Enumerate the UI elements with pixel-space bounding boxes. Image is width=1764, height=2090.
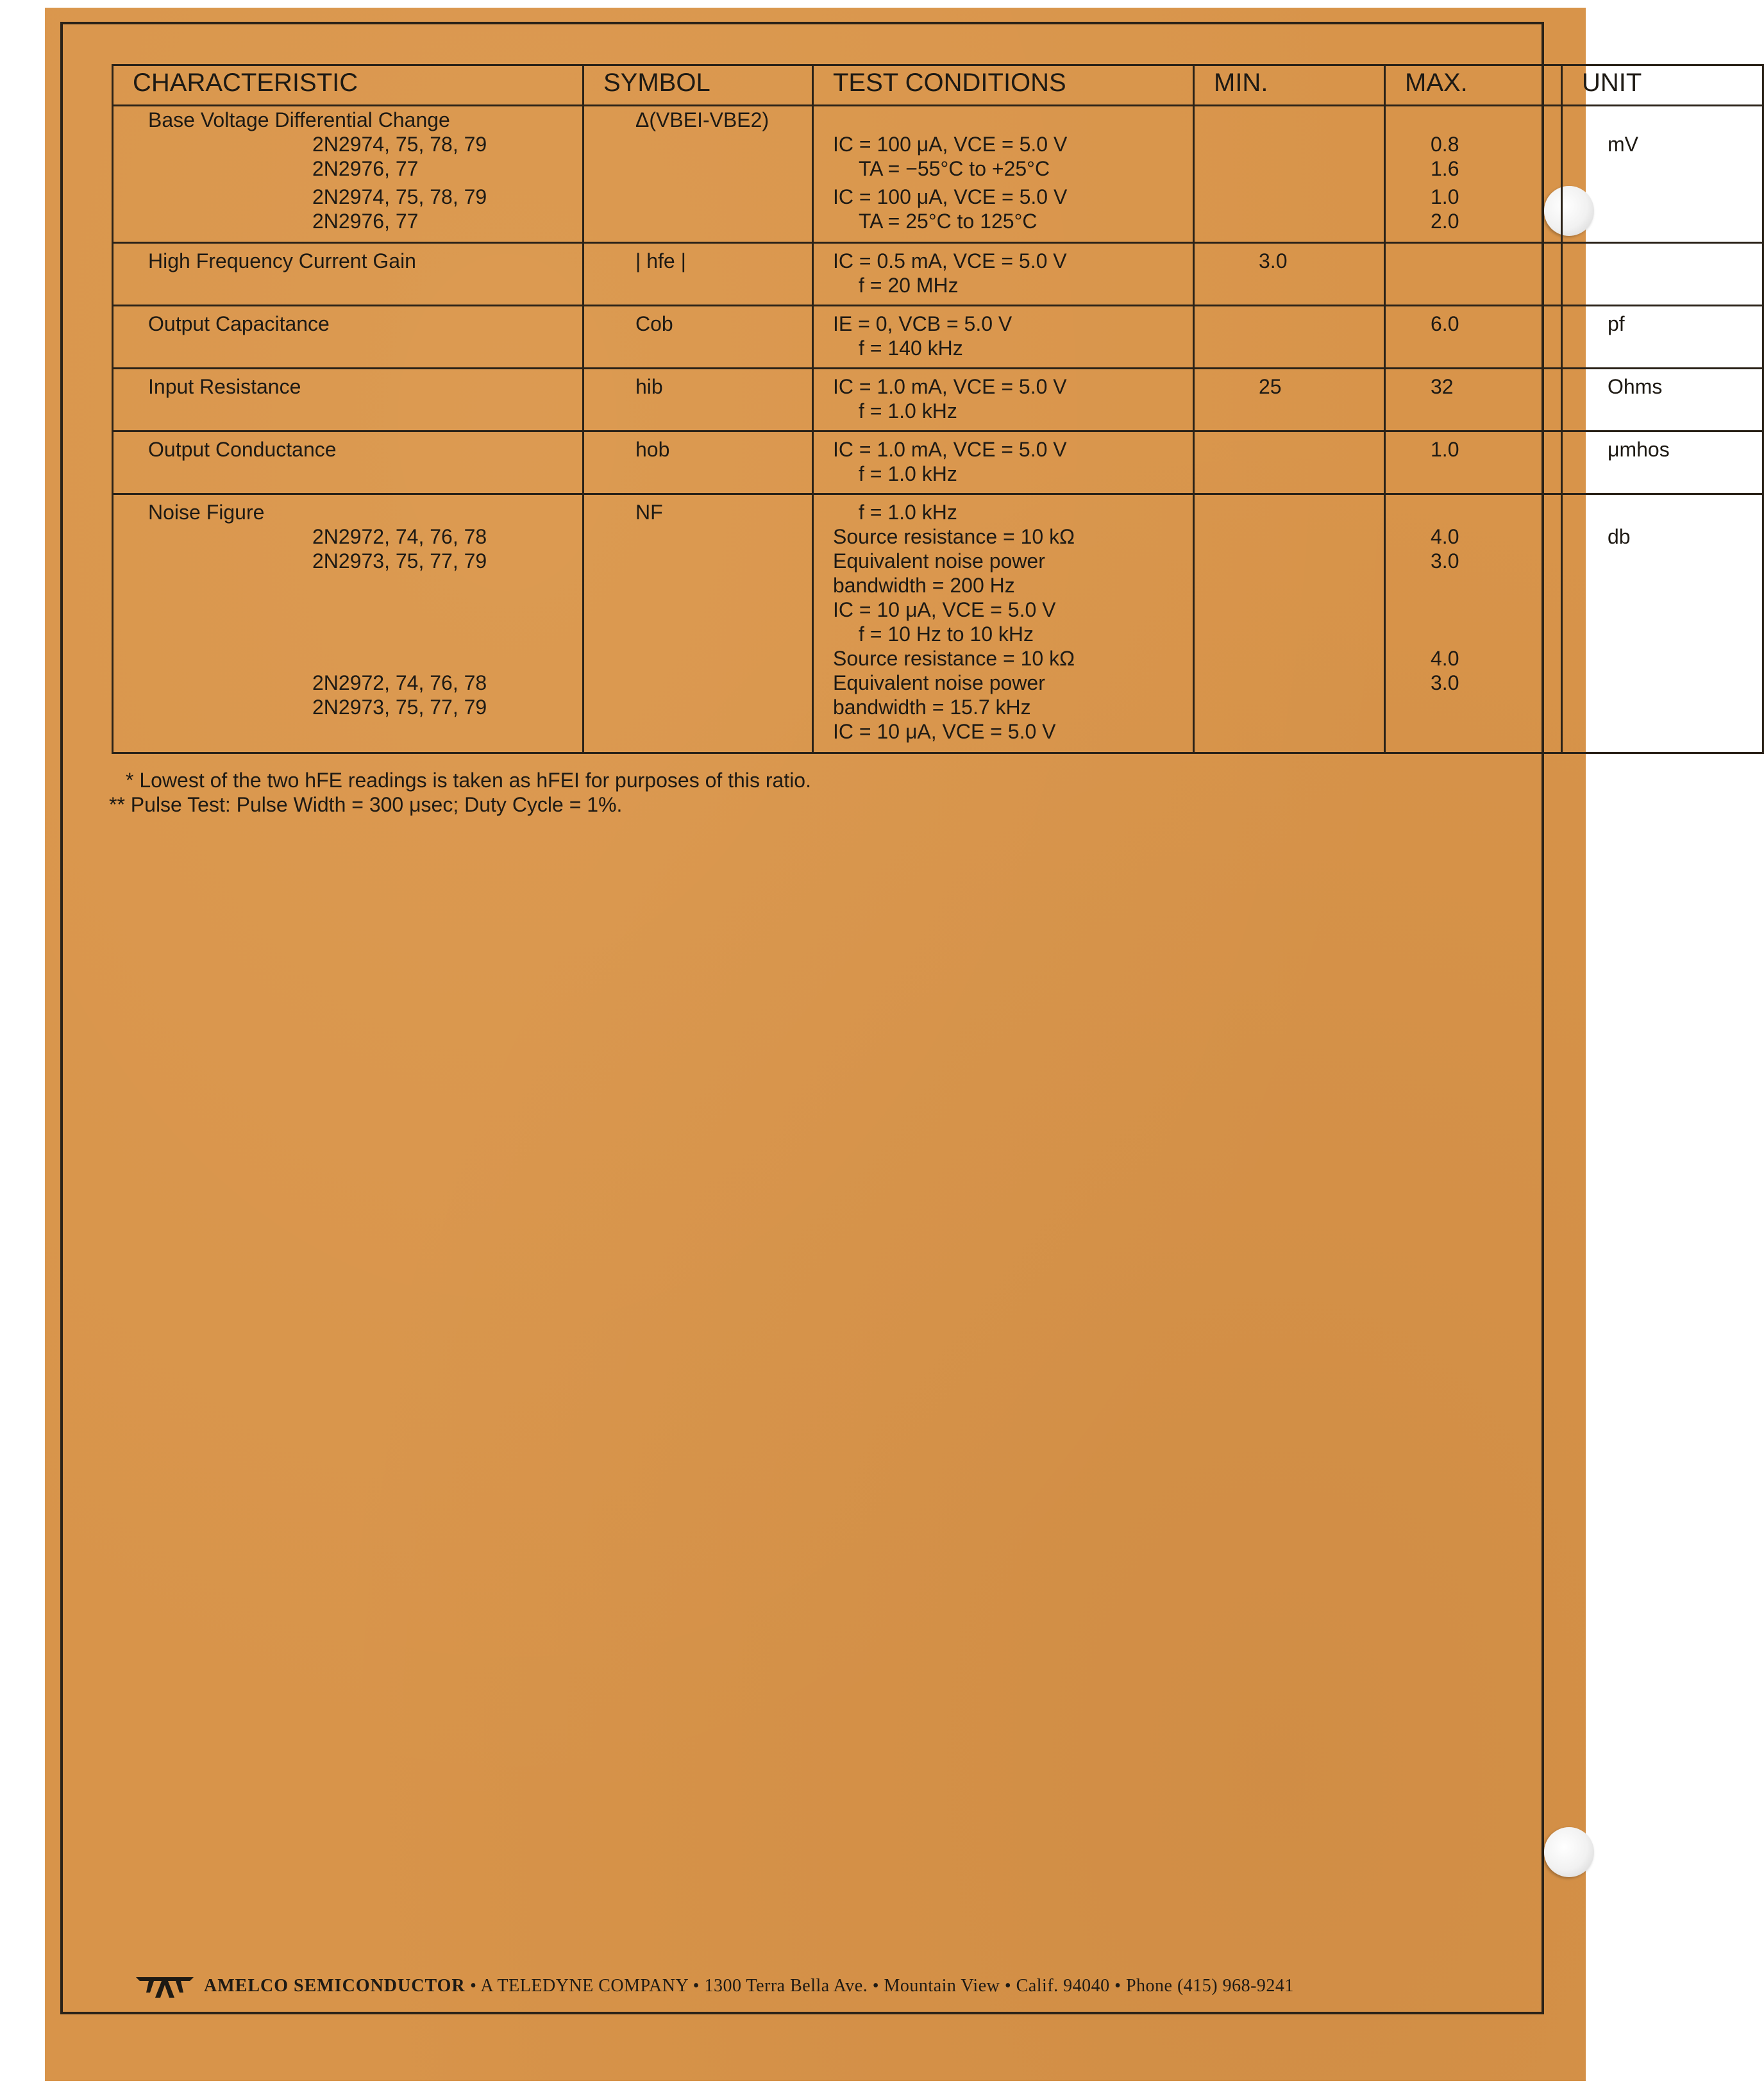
cell-symbol: Cob <box>584 306 813 369</box>
part-number: 2N2973, 75, 77, 79 <box>312 549 487 573</box>
cell-characteristic: Input Resistance <box>113 369 584 431</box>
condition-line: Equivalent noise power <box>833 549 1045 573</box>
characteristics-table <box>112 64 1764 754</box>
unit-text: pf <box>1608 312 1625 335</box>
header-symbol: SYMBOL <box>584 65 813 106</box>
condition-line: IC = 0.5 mA, VCE = 5.0 V <box>833 249 1067 272</box>
max-value: 3.0 <box>1431 671 1459 694</box>
header-unit: UNIT <box>1562 65 1763 106</box>
header-min: MIN. <box>1194 65 1385 106</box>
unit-text: mV <box>1608 133 1638 156</box>
part-number: 2N2972, 74, 76, 78 <box>312 671 487 694</box>
cell-min <box>1194 431 1385 494</box>
max-value: 3.0 <box>1431 549 1459 573</box>
condition-line: TA = 25°C to 125°C <box>859 210 1037 233</box>
cell-conditions <box>813 106 1194 243</box>
table-header-row <box>113 65 1763 106</box>
cell-symbol <box>584 106 813 243</box>
teledyne-logo-icon <box>135 1972 195 2000</box>
condition-line: f = 140 kHz <box>859 337 963 360</box>
condition-line: f = 10 Hz to 10 kHz <box>859 623 1034 646</box>
cell-characteristic: High Frequency Current Gain <box>113 243 584 306</box>
condition-line: bandwidth = 200 Hz <box>833 574 1015 597</box>
part-number: 2N2976, 77 <box>312 157 419 180</box>
condition-line: Source resistance = 10 kΩ <box>833 525 1075 548</box>
condition-line: IC = 10 μA, VCE = 5.0 V <box>833 720 1056 743</box>
max-value: 2.0 <box>1431 210 1459 233</box>
cell-characteristic: Noise Figure 2N2972, 74, 76, 78 2N2973, 75, 77, 79 2N2972, 74, 76, 78 2N2973, 75, 77, 79 <box>113 494 584 753</box>
condition-line: bandwidth = 15.7 kHz <box>833 696 1031 719</box>
cell-symbol: hib <box>584 369 813 431</box>
max-value: 1.0 <box>1431 438 1459 461</box>
cell-max <box>1385 243 1562 306</box>
unit-text: db <box>1608 525 1631 548</box>
cell-unit <box>1562 306 1763 369</box>
cell-max <box>1385 306 1562 369</box>
condition-line: IC = 1.0 mA, VCE = 5.0 V <box>833 375 1067 398</box>
cell-conditions <box>813 306 1194 369</box>
header-test-conditions: TEST CONDITIONS <box>813 65 1194 106</box>
condition-line: IC = 1.0 mA, VCE = 5.0 V <box>833 438 1067 461</box>
cell-min <box>1194 306 1385 369</box>
condition-line: f = 1.0 kHz <box>859 501 957 524</box>
part-number: 2N2976, 77 <box>312 210 419 233</box>
header-max: MAX. <box>1385 65 1562 106</box>
cell-min <box>1194 494 1385 753</box>
cell-conditions <box>813 243 1194 306</box>
table-row <box>113 431 1763 494</box>
company-address: • A TELEDYNE COMPANY • 1300 Terra Bella Ave. • Mountain View • Calif. 94040 • Phone (415) 968-9241 <box>465 1976 1294 1996</box>
max-value: 32 <box>1431 375 1454 398</box>
condition-line: TA = −55°C to +25°C <box>859 157 1050 180</box>
part-number: 2N2973, 75, 77, 79 <box>312 696 487 719</box>
cell-min <box>1194 243 1385 306</box>
symbol-text: Δ(VBEI-VBE2) <box>635 108 769 131</box>
unit-text: μmhos <box>1608 438 1670 461</box>
part-number: 2N2972, 74, 76, 78 <box>312 525 487 548</box>
cell-symbol: hob <box>584 431 813 494</box>
cell-unit <box>1562 243 1763 306</box>
header-characteristic: CHARACTERISTIC <box>113 65 584 106</box>
footnote-1: * Lowest of the two hFE readings is taken as hFEI for purposes of this ratio. <box>126 769 811 792</box>
part-number: 2N2974, 75, 78, 79 <box>312 133 487 156</box>
max-value: 1.6 <box>1431 157 1459 180</box>
condition-line: Equivalent noise power <box>833 671 1045 694</box>
cell-max <box>1385 431 1562 494</box>
company-footer <box>135 1972 1294 2000</box>
cell-unit <box>1562 494 1763 753</box>
table-row <box>113 243 1763 306</box>
cell-unit <box>1562 431 1763 494</box>
table-row <box>113 106 1763 243</box>
condition-line: IC = 10 μA, VCE = 5.0 V <box>833 598 1056 621</box>
cell-symbol: | hfe | <box>584 243 813 306</box>
max-value: 4.0 <box>1431 525 1459 548</box>
cell-max <box>1385 106 1562 243</box>
cell-unit <box>1562 106 1763 243</box>
cell-characteristic <box>113 106 584 243</box>
table-row <box>113 306 1763 369</box>
max-value: 0.8 <box>1431 133 1459 156</box>
cell-characteristic: Output Capacitance <box>113 306 584 369</box>
condition-line: f = 1.0 kHz <box>859 399 957 422</box>
condition-line: Source resistance = 10 kΩ <box>833 647 1075 670</box>
table-row <box>113 369 1763 431</box>
condition-line: f = 1.0 kHz <box>859 462 957 485</box>
binder-hole-bottom <box>1544 1827 1594 1877</box>
condition-line: IC = 100 μA, VCE = 5.0 V <box>833 185 1068 208</box>
footnote-2: ** Pulse Test: Pulse Width = 300 μsec; Duty Cycle = 1%. <box>109 793 623 816</box>
cell-characteristic: Output Conductance <box>113 431 584 494</box>
characteristic-name: Base Voltage Differential Change <box>148 108 450 131</box>
cell-min <box>1194 106 1385 243</box>
footnotes <box>109 768 811 817</box>
cell-conditions <box>813 431 1194 494</box>
unit-text: Ohms <box>1608 375 1663 398</box>
table-row <box>113 494 1763 753</box>
condition-line: IC = 100 μA, VCE = 5.0 V <box>833 133 1068 156</box>
part-number: 2N2974, 75, 78, 79 <box>312 185 487 208</box>
max-value: 6.0 <box>1431 312 1459 335</box>
min-value: 25 <box>1259 375 1282 398</box>
cell-min <box>1194 369 1385 431</box>
cell-symbol: NF <box>584 494 813 753</box>
cell-conditions <box>813 369 1194 431</box>
max-value: 4.0 <box>1431 647 1459 670</box>
cell-max <box>1385 369 1562 431</box>
max-value: 1.0 <box>1431 185 1459 208</box>
cell-unit <box>1562 369 1763 431</box>
min-value: 3.0 <box>1259 249 1288 272</box>
cell-conditions <box>813 494 1194 753</box>
condition-line: IE = 0, VCB = 5.0 V <box>833 312 1012 335</box>
company-name: AMELCO SEMICONDUCTOR <box>204 1976 466 1996</box>
condition-line: f = 20 MHz <box>859 274 959 297</box>
cell-max <box>1385 494 1562 753</box>
